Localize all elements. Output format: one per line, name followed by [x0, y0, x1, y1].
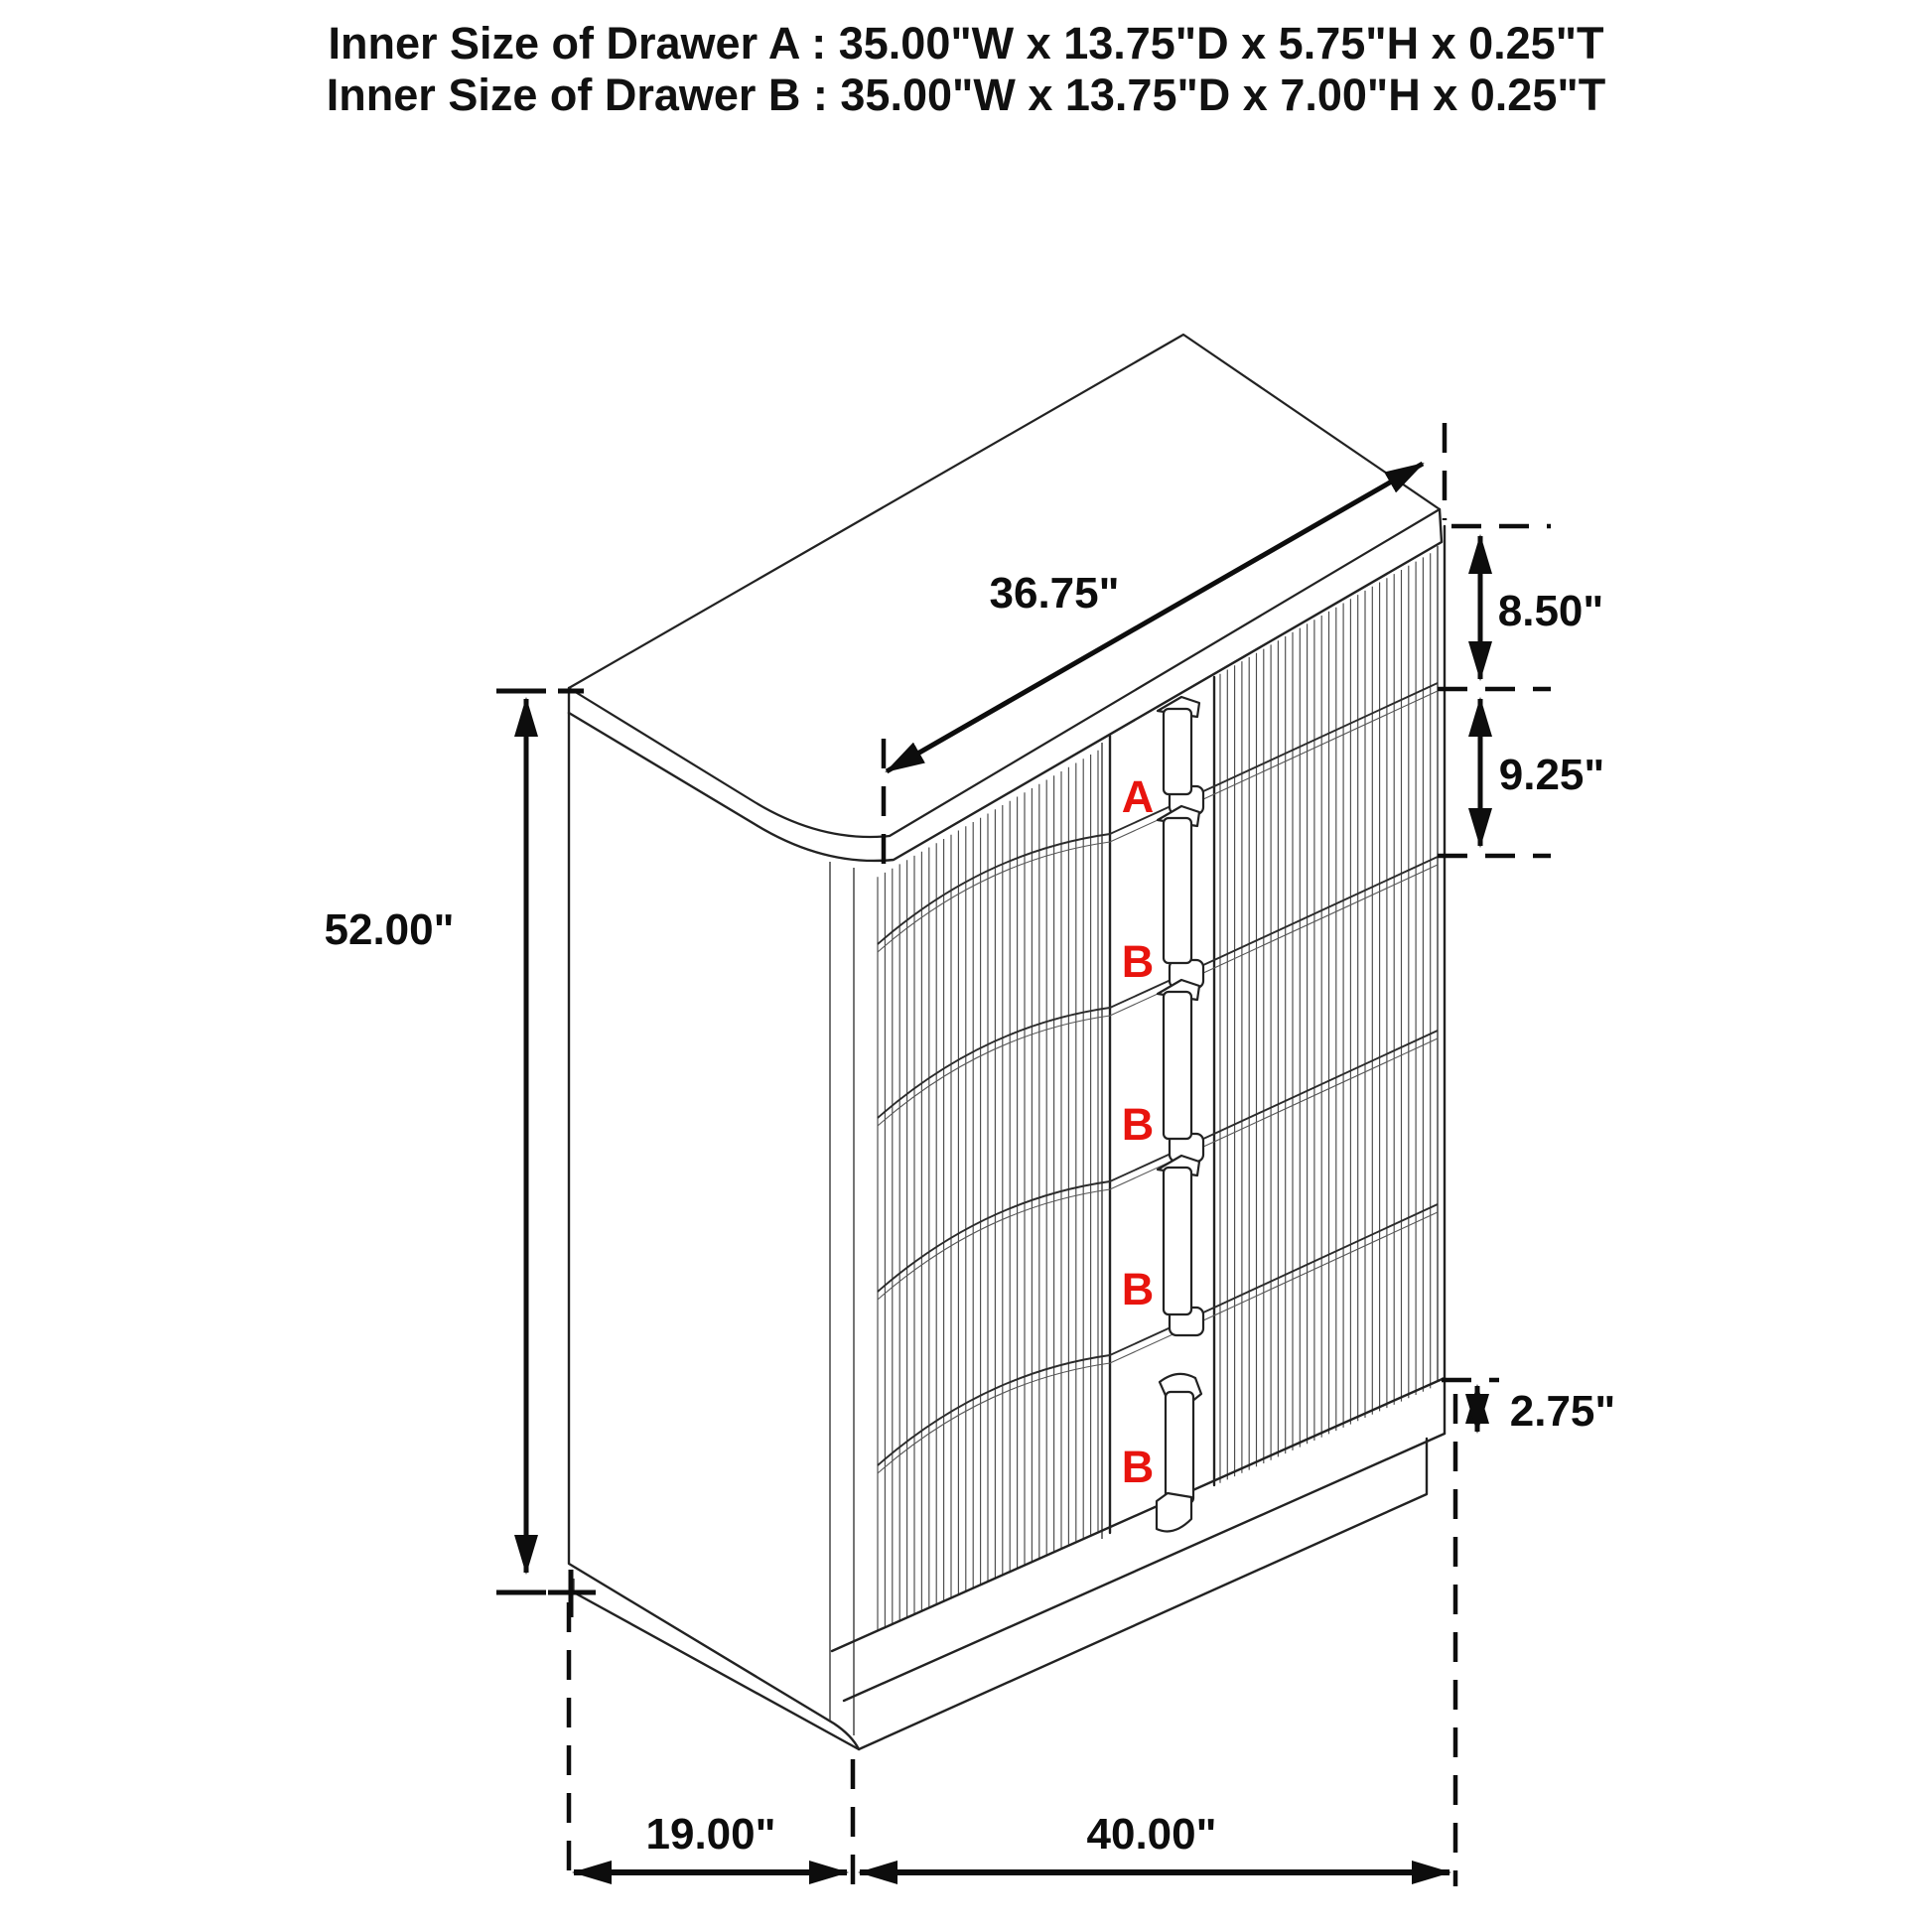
drawer-letter-labels [1122, 771, 1155, 1492]
base-plinth [574, 1439, 1427, 1749]
drawer-b-inner-size-text: Inner Size of Drawer B : 35.00"W x 13.75"D x 7.00"H x 0.25"T [326, 69, 1606, 120]
dim-base-height-label: 2.75" [1509, 1387, 1616, 1436]
dim-drawer-b-height [1438, 699, 1604, 856]
dim-front-width [860, 1810, 1449, 1872]
bottom-rail-top-edge [832, 1378, 1445, 1651]
drawer-handles [1157, 697, 1201, 1531]
handle-b1 [1164, 818, 1191, 963]
left-side-panel [569, 713, 859, 1749]
dim-top-width-label: 36.75" [989, 569, 1120, 618]
drawer-label-b3: B [1121, 1264, 1155, 1314]
dim-side-depth-label: 19.00" [645, 1810, 776, 1859]
fluted-drawer-front-right-section [1220, 553, 1431, 1482]
dim-drawer-b-height-label: 9.25" [1498, 751, 1605, 799]
drawer-label-a: A [1121, 771, 1155, 822]
drawer-label-b4: B [1121, 1442, 1155, 1492]
handle-b2 [1164, 992, 1191, 1139]
dim-overall-height-label: 52.00" [324, 905, 455, 954]
cabinet-drawing [569, 335, 1445, 1749]
drawer-label-b2: B [1121, 1099, 1155, 1150]
dim-drawer-a-height [1438, 526, 1603, 689]
dim-side-depth [574, 1810, 847, 1872]
dim-drawer-a-height-label: 8.50" [1497, 587, 1604, 635]
drawer-separation-lines [878, 683, 1438, 1473]
handle-b4-foot [1157, 1493, 1191, 1531]
handle-b4 [1166, 1392, 1193, 1503]
dim-overall-height [325, 691, 596, 1617]
drawer-label-b1: B [1121, 936, 1155, 987]
drawer-a-inner-size-text: Inner Size of Drawer A : 35.00"W x 13.75"D x 5.75"H x 0.25"T [328, 18, 1604, 69]
handle-a [1164, 709, 1191, 794]
handle-b3 [1164, 1168, 1191, 1314]
dim-base-height [1442, 1380, 1615, 1436]
dim-front-width-label: 40.00" [1086, 1810, 1217, 1859]
